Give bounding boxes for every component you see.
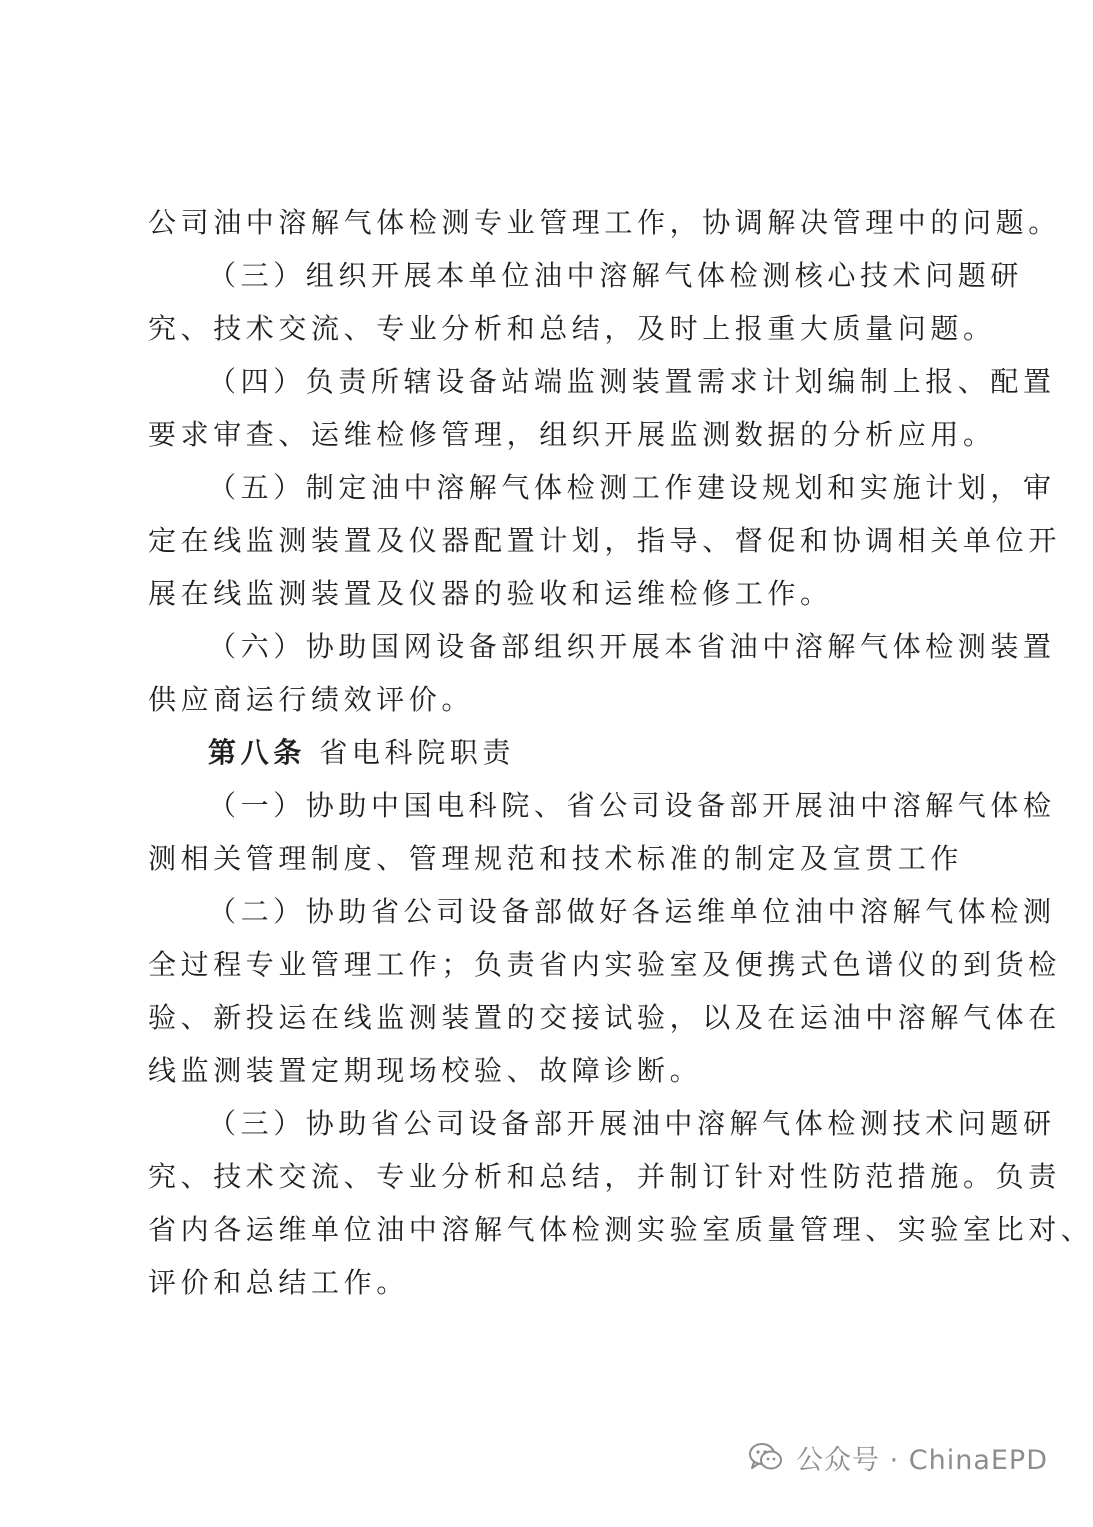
paragraph-line: （三）协助省公司设备部开展油中溶解气体检测技术问题研 [208,1107,1056,1140]
article-label: 第八条 [208,736,306,769]
paragraph-line: 展在线监测装置及仪器的验收和运维检修工作。 [148,577,833,610]
paragraph-line: 供应商运行绩效评价。 [148,683,475,716]
paragraph-line: 全过程专业管理工作；负责省内实验室及便携式色谱仪的到货检 [148,948,1061,981]
paragraph-line: 定在线监测装置及仪器配置计划，指导、督促和协调相关单位开 [148,524,1061,557]
watermark-text: 公众号 · ChinaEPD [796,1444,1049,1476]
paragraph-line: 线监测装置定期现场校验、故障诊断。 [148,1054,703,1087]
paragraph-line: （二）协助省公司设备部做好各运维单位油中溶解气体检测 [208,895,1056,928]
article-heading [208,735,948,771]
paragraph-line: 测相关管理制度、管理规范和技术标准的制定及宣贯工作 [148,842,964,875]
paragraph-line: 究、技术交流、专业分析和总结，并制订针对性防范措施。负责 [148,1160,1061,1193]
paragraph-line: 评价和总结工作。 [148,1266,409,1299]
watermark [748,1437,1048,1477]
paragraph-line: 要求审查、运维检修管理，组织开展监测数据的分析应用。 [148,418,996,451]
paragraph-line: 省内各运维单位油中溶解气体检测实验室质量管理、实验室比对、 [148,1213,1093,1246]
paragraph-line: （六）协助国网设备部组织开展本省油中溶解气体检测装置 [208,630,1056,663]
paragraph-line: （一）协助中国电科院、省公司设备部开展油中溶解气体检 [208,789,1056,822]
paragraph-line: 究、技术交流、专业分析和总结，及时上报重大质量问题。 [148,312,996,345]
paragraph-line: （五）制定油中溶解气体检测工作建设规划和实施计划，审 [208,471,1056,504]
article-title: 省电科院职责 [319,736,515,769]
wechat-icon [748,1442,784,1472]
paragraph-line: 验、新投运在线监测装置的交接试验，以及在运油中溶解气体在 [148,1001,1061,1034]
paragraph-line: （三）组织开展本单位油中溶解气体检测核心技术问题研 [208,259,1024,292]
paragraph-line: 公司油中溶解气体检测专业管理工作，协调解决管理中的问题。 [148,206,1061,239]
paragraph-line: （四）负责所辖设备站端监测装置需求计划编制上报、配置 [208,365,1056,398]
